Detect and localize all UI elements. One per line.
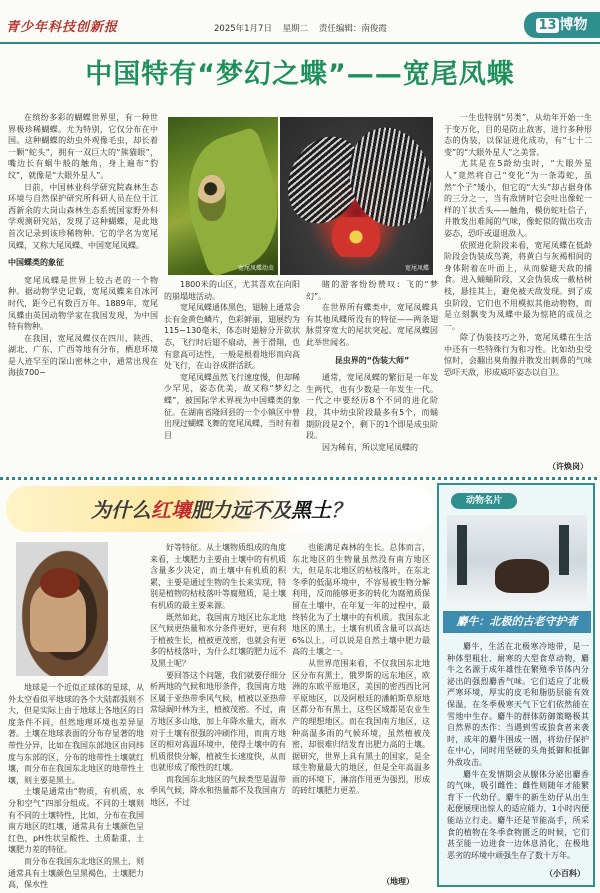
tree-shape — [559, 525, 569, 575]
animal-card — [437, 483, 595, 887]
paragraph: 麝牛，生活在北极寒冷地带，是一种体型粗壮、耐寒的大型食草动物，麝牛之名源于成年雄性在繁殖季节体内分泌出的强烈麝香气味。它们适应了北极严寒环境，厚实的皮毛和脂肪层能有效保温，在冬季极寒天气下它们依然能在雪地中生存。麝牛的群体防御策略极其自然界的杰作：当遇到雪或狼食者来袭时，成年的麝牛围成一圈，将幼仔保护在中心，同时用坚硬的头角抵御和抵御外敌攻击。 — [447, 642, 589, 767]
soil-column-3 — [292, 542, 430, 872]
card-title: 麝牛：北极的古老守护者 — [443, 611, 591, 633]
paragraph: 宽尾凤蝶是世界上较古老的一个物种。据动物学史记载，宽尾凤蝶来自冰河时代，距今已有数百万年。1889年，宽尾凤蝶由英国动物学家在我国发现，为中国特有物种。 — [8, 275, 158, 332]
photo-caption: 宽尾凤蝶幼虫 — [237, 265, 274, 272]
card-body — [447, 641, 589, 861]
soil-clump-shape — [40, 568, 80, 598]
soil-hand-photo — [16, 542, 108, 676]
soil-credit: （地理） — [382, 877, 414, 886]
paragraph: 从世界范围来看，不仅我国东北地区分布有黑土，俄罗斯的远东地区，欧洲的东欧平原地区，美国的密西西比河平原地区，以及阿根廷的潘帕斯草原地区都分布有黑土，这些区域都是农业生产的理想地区。而在我国南方地区，这种高温多雨的气候环境，虽然植被茂密，却很难归结发育出肥力高的土壤。据研究，世界上具有黑土的国家，是全球生物量最大的地区，但是全年高温多雨的环境下，淋溶作用更为强烈，形成的砖红壤肥力更差。 — [292, 658, 430, 796]
paragraph: 也能满足森林的生长。总体而言，东北地区的生物量虽然没有南方地区大，但是东北地区的枯枝落叶，在东北冬季的低温环境中，不容易被生物分解利用，反而能够更多的转化为腐殖质保留在土壤中，在年复一年的过程中，最终转化为了土壤中的有机质。我国东北地区的黑土，土壤有机质含量可以高达6%以上，可以说是自然土壤中肥力最高的土壤之一。 — [292, 543, 430, 657]
paragraph: 好等特征。从土壤物质组成的角度来看，土壤肥力主要由土壤中的有机质含量多少决定，而土壤中有机质的积累，主要是通过生物的生长来实现，特别是植物的枯枝落叶等腐殖质，是土壤有机质的最主要来源。 — [150, 543, 286, 610]
page-number: 13 — [538, 18, 557, 33]
card-tag: 动物名片 — [451, 493, 517, 509]
paragraph: 要回答这个问题，我们就要仔细分析两地的气候和地形条件，我国南方地区属于亚热带季风气候，植被以亚热带常绿阔叶林为主，植被茂密。不过，南方地区多山地，加上年降水量大，雨水对于土壤有很强的冲刷作用，而南方地区的相对高温环境中，使得土壤中的有机质很快分解，植被生长速度快，从而也就形成了酸性的红壤。 — [150, 670, 286, 773]
butterfly-column-1 — [8, 112, 158, 468]
paragraph: 宽尾凤蝶通体黑色，翅膀上通常会长有金黄色鳞片，色彩鲜丽，翅展约为115~130毫米，体态时翅膀分开欲状态，飞行时后翅不扇动，善于滑翔，也有意高可达性，一般是根着地形而向高处飞行，在山谷成群活跃。 — [164, 303, 300, 371]
paragraph: 一生也特别“另类”，从幼年开始一生于变万化，目的是防止敌害，进行多种形态的伪装，以保证进化成功，有“七十二变”的“大眼外星人”之美誉。 — [444, 113, 592, 157]
butterfly-photo — [280, 117, 433, 275]
musk-ox-photo — [447, 515, 587, 607]
paragraph: 既然如此，我国南方地区比东北地区气候更热量和水分条件更好，更有利于植被生长，植被更茂密，也就会有更多的枯枝落叶，为什么红壤的肥力远不及黑土呢？ — [150, 612, 286, 668]
butterfly-column-2 — [164, 279, 300, 465]
title-part: 为什么 — [91, 498, 151, 522]
paragraph: 而我国东北地区的气候类型是温带季风气候，降水和热量都不及我国南方地区，不过 — [150, 774, 286, 808]
title-part: 肥力远不及 — [191, 498, 291, 522]
section-divider — [0, 477, 600, 480]
title-part: ？ — [331, 498, 351, 522]
larva-shape — [198, 175, 226, 221]
paragraph: 依照进化阶段来看，宽尾凤蝶在低龄阶段会伪装成鸟粪，将黄白与灰褐相间的身体附着在叶面上，从而躲避天敌的捕食。进入蛹蛹阶段，又会伪装成一截枯树枝，悬挂其上，避免被天敌发现。到了成虫阶段，它们也不用模拟其他动物物，而是立刻飘变为凤蝶中最为惊艳的成员之一。 — [444, 240, 592, 331]
paragraph: 1800米的山区，尤其喜欢在向阳的崩塌地活动。 — [164, 280, 300, 301]
masthead: 青少年科技创新报 — [6, 20, 119, 35]
paragraph: 土壤是通常由“物质，有机质、水分和空气”四部分组成。不同的土壤则有不同的土壤特性，比如，分布在我国南方地区的红壤，通常具有土壤颜色呈红色，pH性状呈酸性、土质黏重、土壤肥力差的特征。 — [8, 787, 144, 855]
larva-photo — [168, 117, 278, 275]
soil-article — [6, 486, 434, 888]
page-badge — [524, 12, 600, 38]
issue-weekday: 星期二 — [282, 24, 309, 34]
butterfly-column-4 — [444, 112, 592, 460]
card-credit: （小百科） — [545, 869, 585, 878]
paragraph: 通常，宽尾凤蝶的繁衍是一年发生两代，也有少数是一年发生一代。一代之中要经历8个不同的进化阶段，其中幼虫阶段最多有5个，而蛹期阶段是2个，剩下的1个即是成虫阶段。 — [306, 373, 438, 441]
editor-credit: 责任编辑：南俊霞 — [318, 24, 387, 34]
leaf-shape — [170, 126, 296, 277]
header-meta — [214, 22, 395, 34]
section-subheading: 中国蝶类的象征 — [8, 258, 64, 268]
page-header — [0, 0, 600, 44]
paragraph: 睹的游客纷纷赞叹：飞的“梦幻”。 — [306, 280, 438, 301]
paragraph: 在世界所有蝶类中，宽尾凤蝶具有其他凤蝶所没有的特征——两条翅脉贯穿宽大的尾状突起。宽尾凤蝶因此举世闻名。 — [306, 303, 438, 347]
paragraph: 尤其是在5龄幼虫时，“大眼外星人”竟然将自己“变化”为一条毒蛇，虽然“个子”矮小，但它的“大头”却占据身体的三分之一，当有敌情时它会吐出像蛇一样的丫状舌头——触角，模仿蛇吐信子，并散发出难闻的气味，像蛇似的做出攻击姿态，恐吓或逼退敌人。 — [444, 159, 592, 238]
paragraph: 而分布在我国东北地区的黑土，则通常具有土壤颜色呈黑褐色，土壤肥力高，保水性 — [8, 856, 144, 890]
page-section: 博物 — [559, 17, 588, 33]
section-subheading: 昆虫界的“伪装大师” — [334, 355, 410, 365]
paragraph: 在缤纷多彩的蝴蝶世界里，有一种世界极珍稀蝴蝶。尤为特别，它仅分布在中国。这种蝴蝶的幼虫外观像毛虫，却长着一颗“蛇头”，拥有一双巨大的“熊猫眼”，嘴边长有蜗牛般的触角，身上遍布“豹纹”，就像是“大眼外星人”。 — [8, 113, 158, 180]
musk-ox-shape — [495, 559, 549, 593]
flower-shape — [328, 217, 384, 257]
paragraph: 因为稀有，所以宽尾凤蝶的 — [322, 442, 418, 452]
paragraph: 在我国，宽尾凤蝶仅在四川、陕西、湖北、广东、广西等地有分布，栖息环境是人迹罕至的深山密林之中，通常出现在海拔700~ — [8, 333, 158, 378]
paragraph: 日前，中国林业科学研究院森林生态环境与自然保护研究所科研人员在位于江西新余的大岗山森林生态系统国家野外科学观测研究站，发现了这种蝴蝶，是此地首次记录到该珍稀物种。它的学名为宽尾凤蝶，又称大尾凤蝶、中国宽尾凤蝶。 — [8, 182, 158, 250]
photo-caption: 宽尾凤蝶 — [404, 265, 429, 272]
paragraph: 除了伪装技巧之外，宽尾凤蝶在生活中还有一些特殊行为和习性。比如幼虫受惊时，会翻出臭角腺并散发出刺鼻的气味恐吓天敌，形成威吓姿态以自卫。 — [444, 333, 592, 378]
paragraph: 宽尾凤蝶虽然飞行速度慢，但却稀少罕见，姿态优美，故又称“梦幻之蝶”，被国际学术界视为中国蝶类的象征。在湖南省隆回县的一个小镇区中曾出现过蝴蝶飞舞的宽尾凤蝶，当时有着目 — [164, 372, 300, 440]
title-black-soil: 黑土 — [291, 498, 331, 522]
paragraph: 麝牛在发情期会从腺体分泌出麝香的气味，吸引雌性；雌性则随年才能繁育下一代幼仔。麝牛的新生幼仔从出生起便展现出惊人的适应能力，1小时内便能站立行走。麝牛还是节能高手，所采食的植物在冬季食物匮乏的时候，它们甚至能一边进食一边休息消化，在极地恶劣的环境中顽强生存了数十万年。 — [447, 769, 589, 860]
title-red-soil: 红壤 — [151, 498, 191, 522]
soil-headline — [16, 494, 426, 523]
soil-column-1 — [8, 682, 144, 890]
butterfly-headline: 中国特有“梦幻之蝶”——宽尾凤蝶 — [85, 59, 515, 90]
butterfly-column-3 — [306, 279, 438, 465]
soil-column-2 — [150, 542, 286, 880]
butterfly-credit: （许焕岗） — [548, 462, 588, 471]
issue-date: 2025年1月7日 — [214, 24, 272, 34]
paragraph: 地球是一个近似正球体的星球，从外太空看似平地球的各个大陆都弧则不大，但是实际上由于地球上各地区的日度条件不同，但然地理环境也差异显著。土壤在地球表面的分布存显著的地带性分异，比如在我国东部地区由同纬度与东部的区，分布的地带性土壤就红壤，而分布在我国东北地区的地带性土壤，则主要是黑土。 — [8, 683, 144, 785]
tree-shape — [457, 525, 467, 585]
